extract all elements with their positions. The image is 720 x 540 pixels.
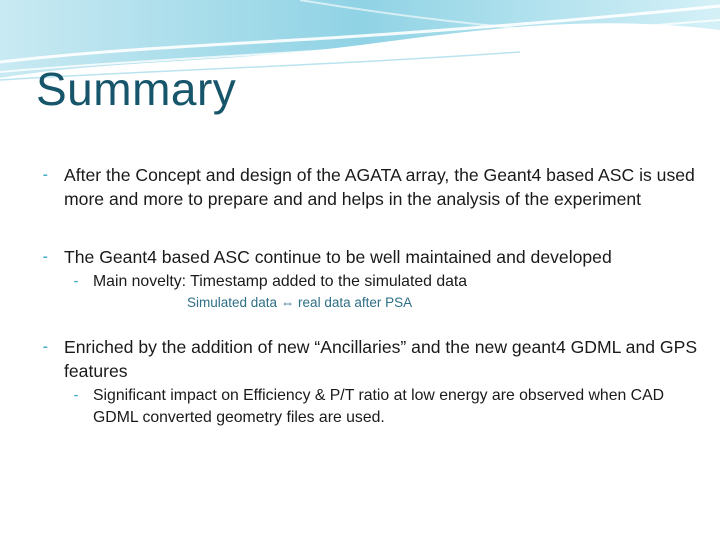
page-title: Summary [36,63,237,115]
swirl-bullet-icon: ⁃ [42,340,49,355]
swirl-bullet-icon: ⁃ [42,168,49,183]
sub-bullet-text: Significant impact on Efficiency & P/T ratio at low energy are observed when CAD GDML converted geometry files are used. [93,387,665,426]
bullet-text: After the Concept and design of the AGATA array, the Geant4 based ASC is used more and more to prepare and and helps in the analysis of the experiment [64,165,695,209]
bullet-point-1 [40,163,700,211]
sub-bullet-point [40,385,700,429]
sub-bullet-point [40,271,700,293]
swirl-bullet-icon: ⁃ [73,389,79,403]
bullet-point-3 [40,335,700,383]
bullet-list [40,163,700,429]
swirl-bullet-icon: ⁃ [42,250,49,265]
bullet-text: Enriched by the addition of new “Ancillaries” and the new geant4 GDML and GPS features [64,337,698,381]
sub-sub-text: Simulated data ⇔ real data after PSA [187,295,413,310]
sub-sub-note [40,293,700,313]
swirl-bullet-icon: ⁃ [73,275,79,289]
sub-bullet-text: Main novelty: Timestamp added to the simulated data [93,273,468,290]
bullet-point-2 [40,245,700,269]
bullet-text: The Geant4 based ASC continue to be well maintained and developed [64,247,612,267]
